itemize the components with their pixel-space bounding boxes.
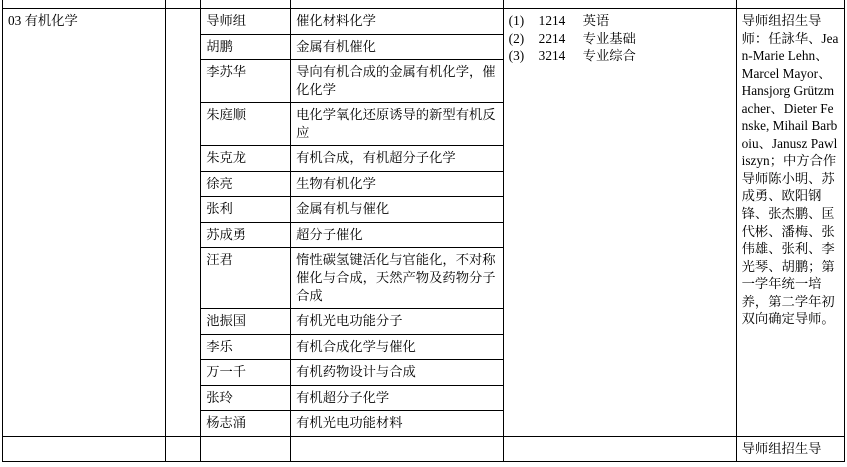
admissions-table: [2, 0, 845, 462]
cell-program-code-name: 03 有机化学: [3, 9, 166, 437]
cell-advisor-name: 徐亮: [201, 171, 291, 197]
exam-code: 1214: [538, 13, 566, 28]
cell-advisor-direction: 有机合成化学与催化: [291, 334, 504, 360]
cell-clipped-exam: [503, 0, 736, 9]
exam-name: 专业综合: [582, 48, 636, 64]
cell-advisor-direction: 导向有机合成的金属有机化学，催化化学: [291, 60, 504, 103]
cell-advisor-direction: 超分子催化: [291, 222, 504, 248]
cell-next-exam: [503, 436, 736, 462]
cell-advisor-name: 导师组: [201, 9, 291, 35]
cell-advisor-name: 张玲: [201, 385, 291, 411]
cell-advisor-name: 李苏华: [201, 60, 291, 103]
cell-advisor-direction: 金属有机催化: [291, 34, 504, 60]
cell-advisor-name: 池振国: [201, 309, 291, 335]
cell-clipped-narrow: [166, 0, 201, 9]
cell-advisor-name: 汪君: [201, 248, 291, 309]
cell-advisor-name: 万一千: [201, 360, 291, 386]
exam-name: 专业基础: [582, 30, 636, 46]
table-row-bottom-clipped: [3, 436, 845, 462]
exam-no: (3): [508, 48, 525, 64]
cell-advisor-name: 朱庭顺: [201, 103, 291, 146]
exam-no: (1): [508, 13, 525, 28]
cell-clipped-code: [3, 0, 166, 9]
cell-advisor-name: 朱克龙: [201, 146, 291, 172]
cell-advisor-direction: 金属有机与催化: [291, 197, 504, 223]
cell-advisor-direction: 电化学氧化还原诱导的新型有机反应: [291, 103, 504, 146]
cell-advisor-direction: 惰性碳氢键活化与官能化，不对称催化与合成，天然产物及药物分子合成: [291, 248, 504, 309]
cell-next-remarks: 导师组招生导: [736, 436, 844, 462]
exam-name: 英语: [582, 13, 610, 28]
cell-next-direction: [291, 436, 504, 462]
table-row-clipped: [3, 0, 845, 9]
cell-advisor-name: 苏成勇: [201, 222, 291, 248]
cell-advisor-direction: 有机光电功能材料: [291, 411, 504, 437]
cell-advisor-direction: 有机光电功能分子: [291, 309, 504, 335]
cell-next-spacer: [166, 436, 201, 462]
cell-advisor-name: 李乐: [201, 334, 291, 360]
cell-clipped-note: [736, 0, 844, 9]
exam-code: 2214: [538, 30, 566, 46]
cell-advisor-direction: 催化材料化学: [291, 9, 504, 35]
exam-code: 3214: [538, 48, 566, 64]
cell-advisor-direction: 有机合成，有机超分子化学: [291, 146, 504, 172]
cell-advisor-name: 胡鹏: [201, 34, 291, 60]
cell-spacer: [166, 9, 201, 437]
cell-advisor-direction: 有机药物设计与合成: [291, 360, 504, 386]
cell-clipped-direction: [291, 0, 504, 9]
exam-subject-line: [509, 30, 731, 48]
cell-remarks: 导师组招生导师：任詠华、Jean-Marie Lehn、 Marcel Mayor、Hansjorg Grützmacher、Dieter Fenske, Mihail Barboiu、Janusz Pawliszyn；中方合作导师陈小明、苏成勇、欧阳钢锋、张杰鹏、匡代彬、潘梅、张伟雄、张利、李光琴、胡鹏；第一学年统一培养，第二学年初双向确定导师。: [736, 9, 844, 437]
cell-advisor-name: 张利: [201, 197, 291, 223]
exam-no: (2): [508, 30, 525, 46]
cell-next-program: [3, 436, 166, 462]
cell-advisor-direction: 有机超分子化学: [291, 385, 504, 411]
cell-exam-subjects: [503, 9, 736, 437]
table-row: [3, 9, 845, 35]
cell-advisor-direction: 生物有机化学: [291, 171, 504, 197]
cell-clipped-advisor: [201, 0, 291, 9]
cell-next-advisor: [201, 436, 291, 462]
exam-subject-line: [509, 12, 731, 30]
cell-advisor-name: 杨志涌: [201, 411, 291, 437]
exam-subject-line: [509, 47, 731, 65]
